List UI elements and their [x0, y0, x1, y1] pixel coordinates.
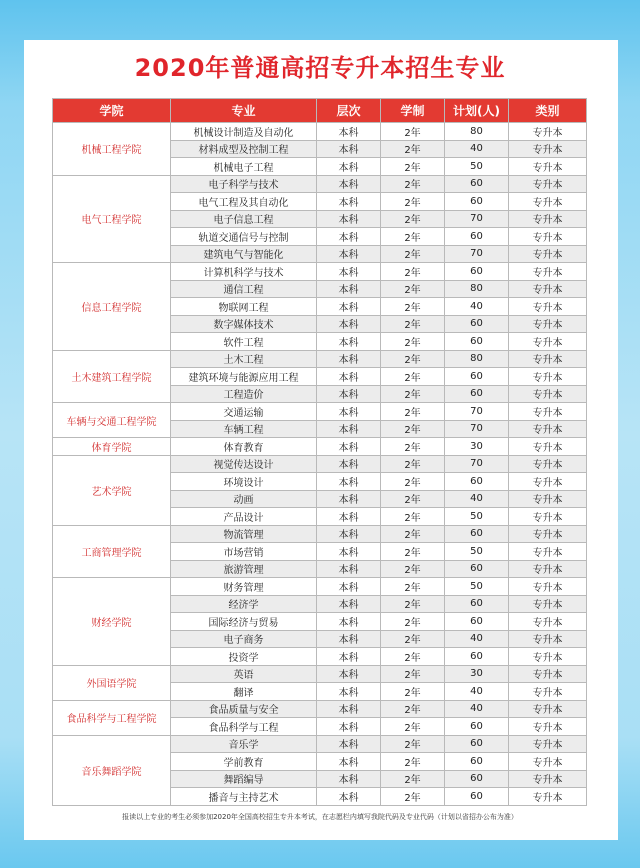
- duration-cell: 2年: [381, 245, 445, 263]
- major-cell: 数字媒体技术: [171, 315, 317, 333]
- major-cell: 翻译: [171, 683, 317, 701]
- type-cell: 专升本: [509, 368, 587, 386]
- type-cell: 专升本: [509, 665, 587, 683]
- plan-cell: 60: [445, 718, 509, 736]
- major-cell: 投资学: [171, 648, 317, 666]
- duration-cell: 2年: [381, 595, 445, 613]
- type-cell: 专升本: [509, 700, 587, 718]
- type-cell: 专升本: [509, 315, 587, 333]
- duration-cell: 2年: [381, 630, 445, 648]
- major-cell: 产品设计: [171, 508, 317, 526]
- major-cell: 软件工程: [171, 333, 317, 351]
- level-cell: 本科: [317, 350, 381, 368]
- plan-cell: 40: [445, 700, 509, 718]
- level-cell: 本科: [317, 648, 381, 666]
- type-cell: 专升本: [509, 683, 587, 701]
- duration-cell: 2年: [381, 175, 445, 193]
- plan-cell: 60: [445, 263, 509, 281]
- duration-cell: 2年: [381, 683, 445, 701]
- major-cell: 食品科学与工程: [171, 718, 317, 736]
- table-row: [53, 438, 587, 456]
- header-level: 层次: [317, 99, 381, 123]
- major-cell: 电子信息工程: [171, 210, 317, 228]
- plan-cell: 70: [445, 455, 509, 473]
- level-cell: 本科: [317, 753, 381, 771]
- type-cell: 专升本: [509, 245, 587, 263]
- major-cell: 体育教育: [171, 438, 317, 456]
- major-cell: 财务管理: [171, 578, 317, 596]
- table-row: [53, 263, 587, 281]
- duration-cell: 2年: [381, 193, 445, 211]
- table-row: [53, 578, 587, 596]
- duration-cell: 2年: [381, 158, 445, 176]
- level-cell: 本科: [317, 158, 381, 176]
- type-cell: 专升本: [509, 420, 587, 438]
- plan-cell: 50: [445, 508, 509, 526]
- type-cell: 专升本: [509, 298, 587, 316]
- major-cell: 视觉传达设计: [171, 455, 317, 473]
- plan-cell: 30: [445, 665, 509, 683]
- major-cell: 机械设计制造及自动化: [171, 123, 317, 141]
- level-cell: 本科: [317, 175, 381, 193]
- duration-cell: 2年: [381, 578, 445, 596]
- plan-cell: 60: [445, 613, 509, 631]
- level-cell: 本科: [317, 385, 381, 403]
- duration-cell: 2年: [381, 508, 445, 526]
- plan-cell: 60: [445, 368, 509, 386]
- major-cell: 电子科学与技术: [171, 175, 317, 193]
- duration-cell: 2年: [381, 560, 445, 578]
- college-name: 艺术学院: [53, 455, 171, 525]
- plan-cell: 70: [445, 403, 509, 421]
- type-cell: 专升本: [509, 578, 587, 596]
- page-title: 2020年普通高招专升本招生专业: [134, 54, 506, 82]
- level-cell: 本科: [317, 245, 381, 263]
- type-cell: 专升本: [509, 385, 587, 403]
- level-cell: 本科: [317, 455, 381, 473]
- type-cell: 专升本: [509, 630, 587, 648]
- major-cell: 物流管理: [171, 525, 317, 543]
- college-name: 土木建筑工程学院: [53, 350, 171, 403]
- college-name: 工商管理学院: [53, 525, 171, 578]
- duration-cell: 2年: [381, 385, 445, 403]
- plan-cell: 60: [445, 595, 509, 613]
- major-cell: 电气工程及其自动化: [171, 193, 317, 211]
- college-name: 信息工程学院: [53, 263, 171, 351]
- major-cell: 播音与主持艺术: [171, 788, 317, 806]
- type-cell: 专升本: [509, 490, 587, 508]
- plan-cell: 70: [445, 210, 509, 228]
- plan-cell: 40: [445, 298, 509, 316]
- type-cell: 专升本: [509, 595, 587, 613]
- level-cell: 本科: [317, 368, 381, 386]
- level-cell: 本科: [317, 280, 381, 298]
- duration-cell: 2年: [381, 210, 445, 228]
- table-row: [53, 350, 587, 368]
- level-cell: 本科: [317, 770, 381, 788]
- type-cell: 专升本: [509, 123, 587, 141]
- major-cell: 国际经济与贸易: [171, 613, 317, 631]
- plan-cell: 50: [445, 158, 509, 176]
- type-cell: 专升本: [509, 473, 587, 491]
- type-cell: 专升本: [509, 158, 587, 176]
- level-cell: 本科: [317, 700, 381, 718]
- college-name: 车辆与交通工程学院: [53, 403, 171, 438]
- level-cell: 本科: [317, 560, 381, 578]
- header-plan: 计划(人): [445, 99, 509, 123]
- level-cell: 本科: [317, 140, 381, 158]
- type-cell: 专升本: [509, 193, 587, 211]
- duration-cell: 2年: [381, 665, 445, 683]
- plan-cell: 50: [445, 578, 509, 596]
- duration-cell: 2年: [381, 123, 445, 141]
- major-cell: 英语: [171, 665, 317, 683]
- type-cell: 专升本: [509, 228, 587, 246]
- duration-cell: 2年: [381, 420, 445, 438]
- header-duration: 学制: [381, 99, 445, 123]
- college-name: 机械工程学院: [53, 123, 171, 176]
- type-cell: 专升本: [509, 648, 587, 666]
- major-cell: 环境设计: [171, 473, 317, 491]
- major-cell: 计算机科学与技术: [171, 263, 317, 281]
- major-cell: 音乐学: [171, 735, 317, 753]
- table-row: [53, 735, 587, 753]
- duration-cell: 2年: [381, 543, 445, 561]
- plan-cell: 60: [445, 193, 509, 211]
- major-cell: 市场营销: [171, 543, 317, 561]
- major-cell: 建筑环境与能源应用工程: [171, 368, 317, 386]
- plan-cell: 60: [445, 648, 509, 666]
- duration-cell: 2年: [381, 280, 445, 298]
- level-cell: 本科: [317, 228, 381, 246]
- duration-cell: 2年: [381, 735, 445, 753]
- plan-cell: 80: [445, 350, 509, 368]
- duration-cell: 2年: [381, 455, 445, 473]
- major-cell: 食品质量与安全: [171, 700, 317, 718]
- plan-cell: 40: [445, 630, 509, 648]
- duration-cell: 2年: [381, 700, 445, 718]
- level-cell: 本科: [317, 613, 381, 631]
- plan-cell: 60: [445, 753, 509, 771]
- plan-cell: 70: [445, 420, 509, 438]
- plan-cell: 60: [445, 735, 509, 753]
- footer-note: 报读以上专业的考生必须参加2020年全国高校招生专升本考试，在志愿栏内填写我院代码及专业代码（计划以省招办公布为准）: [122, 813, 518, 821]
- duration-cell: 2年: [381, 438, 445, 456]
- duration-cell: 2年: [381, 718, 445, 736]
- duration-cell: 2年: [381, 490, 445, 508]
- type-cell: 专升本: [509, 280, 587, 298]
- plan-cell: 60: [445, 560, 509, 578]
- major-cell: 学前教育: [171, 753, 317, 771]
- duration-cell: 2年: [381, 140, 445, 158]
- college-name: 财经学院: [53, 578, 171, 666]
- type-cell: 专升本: [509, 788, 587, 806]
- header-major: 专业: [171, 99, 317, 123]
- major-cell: 车辆工程: [171, 420, 317, 438]
- level-cell: 本科: [317, 315, 381, 333]
- plan-cell: 30: [445, 438, 509, 456]
- college-name: 食品科学与工程学院: [53, 700, 171, 735]
- table-row: [53, 525, 587, 543]
- duration-cell: 2年: [381, 298, 445, 316]
- college-name: 体育学院: [53, 438, 171, 456]
- level-cell: 本科: [317, 665, 381, 683]
- college-name: 音乐舞蹈学院: [53, 735, 171, 805]
- college-name: 外国语学院: [53, 665, 171, 700]
- level-cell: 本科: [317, 630, 381, 648]
- plan-cell: 50: [445, 543, 509, 561]
- major-cell: 电子商务: [171, 630, 317, 648]
- type-cell: 专升本: [509, 543, 587, 561]
- college-name: 电气工程学院: [53, 175, 171, 263]
- type-cell: 专升本: [509, 333, 587, 351]
- major-cell: 土木工程: [171, 350, 317, 368]
- plan-cell: 60: [445, 525, 509, 543]
- table-row: [53, 123, 587, 141]
- major-cell: 物联网工程: [171, 298, 317, 316]
- major-cell: 工程造价: [171, 385, 317, 403]
- duration-cell: 2年: [381, 368, 445, 386]
- type-cell: 专升本: [509, 210, 587, 228]
- table-header-row: [53, 99, 587, 123]
- level-cell: 本科: [317, 525, 381, 543]
- duration-cell: 2年: [381, 525, 445, 543]
- table-row: [53, 455, 587, 473]
- major-cell: 通信工程: [171, 280, 317, 298]
- type-cell: 专升本: [509, 735, 587, 753]
- type-cell: 专升本: [509, 770, 587, 788]
- type-cell: 专升本: [509, 263, 587, 281]
- level-cell: 本科: [317, 473, 381, 491]
- major-cell: 建筑电气与智能化: [171, 245, 317, 263]
- table-body: [53, 123, 587, 806]
- type-cell: 专升本: [509, 753, 587, 771]
- table-row: [53, 175, 587, 193]
- type-cell: 专升本: [509, 455, 587, 473]
- type-cell: 专升本: [509, 403, 587, 421]
- major-cell: 舞蹈编导: [171, 770, 317, 788]
- major-cell: 经济学: [171, 595, 317, 613]
- major-cell: 材料成型及控制工程: [171, 140, 317, 158]
- major-cell: 交通运输: [171, 403, 317, 421]
- level-cell: 本科: [317, 788, 381, 806]
- major-cell: 动画: [171, 490, 317, 508]
- plan-cell: 80: [445, 280, 509, 298]
- duration-cell: 2年: [381, 753, 445, 771]
- table-row: [53, 403, 587, 421]
- level-cell: 本科: [317, 438, 381, 456]
- duration-cell: 2年: [381, 350, 445, 368]
- plan-cell: 70: [445, 245, 509, 263]
- type-cell: 专升本: [509, 438, 587, 456]
- plan-cell: 60: [445, 473, 509, 491]
- duration-cell: 2年: [381, 613, 445, 631]
- plan-cell: 60: [445, 333, 509, 351]
- level-cell: 本科: [317, 333, 381, 351]
- duration-cell: 2年: [381, 315, 445, 333]
- plan-cell: 60: [445, 228, 509, 246]
- plan-cell: 60: [445, 175, 509, 193]
- table-row: [53, 700, 587, 718]
- plan-cell: 40: [445, 490, 509, 508]
- type-cell: 专升本: [509, 525, 587, 543]
- type-cell: 专升本: [509, 718, 587, 736]
- level-cell: 本科: [317, 490, 381, 508]
- header-type: 类别: [509, 99, 587, 123]
- plan-cell: 40: [445, 683, 509, 701]
- level-cell: 本科: [317, 210, 381, 228]
- plan-cell: 60: [445, 788, 509, 806]
- level-cell: 本科: [317, 508, 381, 526]
- duration-cell: 2年: [381, 333, 445, 351]
- type-cell: 专升本: [509, 613, 587, 631]
- type-cell: 专升本: [509, 175, 587, 193]
- duration-cell: 2年: [381, 648, 445, 666]
- level-cell: 本科: [317, 298, 381, 316]
- type-cell: 专升本: [509, 350, 587, 368]
- plan-cell: 60: [445, 385, 509, 403]
- level-cell: 本科: [317, 403, 381, 421]
- level-cell: 本科: [317, 263, 381, 281]
- major-cell: 轨道交通信号与控制: [171, 228, 317, 246]
- level-cell: 本科: [317, 683, 381, 701]
- level-cell: 本科: [317, 193, 381, 211]
- level-cell: 本科: [317, 578, 381, 596]
- type-cell: 专升本: [509, 560, 587, 578]
- header-college: 学院: [53, 99, 171, 123]
- plan-cell: 80: [445, 123, 509, 141]
- duration-cell: 2年: [381, 228, 445, 246]
- duration-cell: 2年: [381, 770, 445, 788]
- duration-cell: 2年: [381, 788, 445, 806]
- duration-cell: 2年: [381, 263, 445, 281]
- major-cell: 旅游管理: [171, 560, 317, 578]
- type-cell: 专升本: [509, 508, 587, 526]
- level-cell: 本科: [317, 718, 381, 736]
- duration-cell: 2年: [381, 403, 445, 421]
- level-cell: 本科: [317, 735, 381, 753]
- level-cell: 本科: [317, 595, 381, 613]
- plan-cell: 60: [445, 770, 509, 788]
- level-cell: 本科: [317, 420, 381, 438]
- major-cell: 机械电子工程: [171, 158, 317, 176]
- level-cell: 本科: [317, 123, 381, 141]
- type-cell: 专升本: [509, 140, 587, 158]
- table-row: [53, 665, 587, 683]
- duration-cell: 2年: [381, 473, 445, 491]
- plan-cell: 40: [445, 140, 509, 158]
- enrollment-table: [52, 98, 587, 806]
- plan-cell: 60: [445, 315, 509, 333]
- level-cell: 本科: [317, 543, 381, 561]
